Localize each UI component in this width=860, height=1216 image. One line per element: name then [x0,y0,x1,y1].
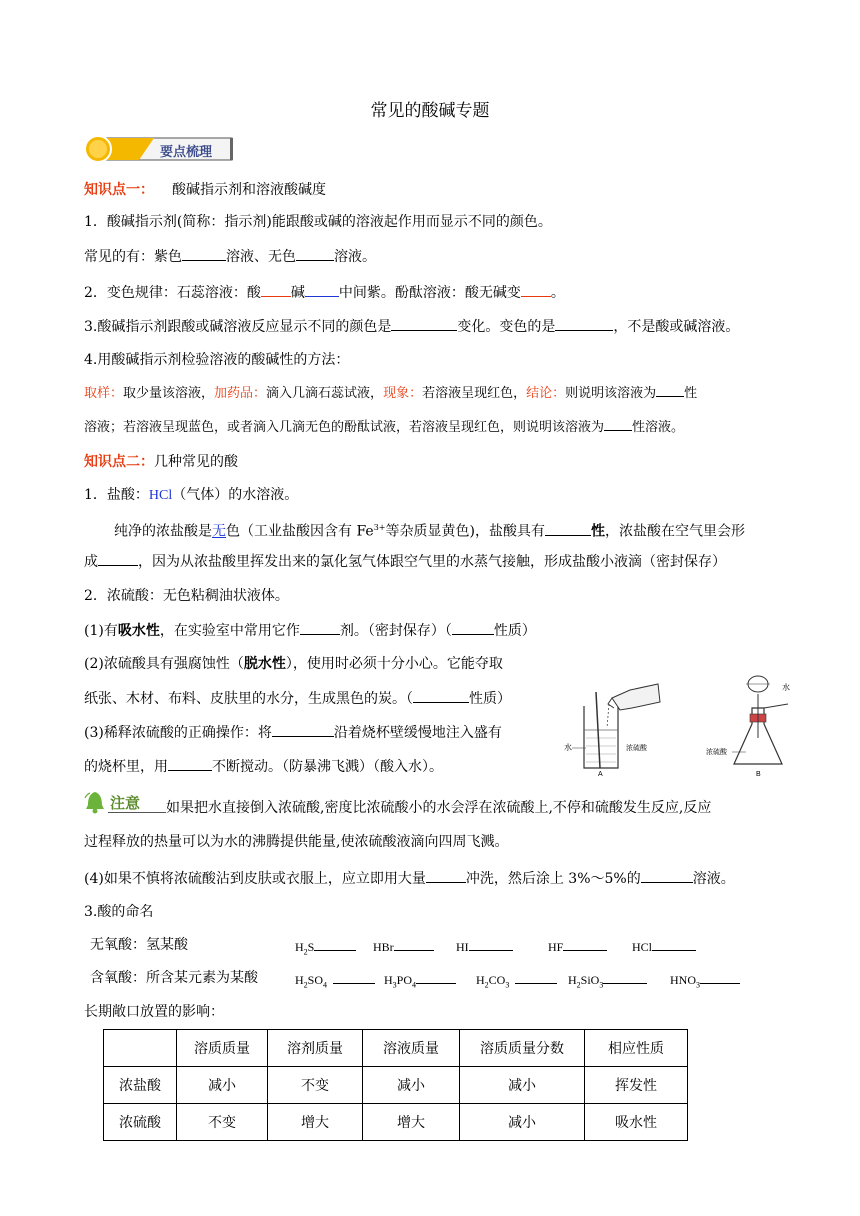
note-text-2: 过程释放的热量可以为水的沸腾提供能量,使浓硫酸液滴向四周飞溅。 [84,834,509,850]
text: (3)稀释浓硫酸的正确操作：将 [84,725,272,741]
text-bold: 吸水性 [117,623,160,639]
table-cell: 浓盐酸 [104,1067,177,1104]
table-cell: 浓硫酸 [104,1104,177,1141]
text: 1．盐酸： [84,487,149,503]
text: 沿着烧杯壁缓慢地注入盛有 [333,725,502,741]
text: (2)浓硫酸具有强腐蚀性（ [84,656,244,672]
table-cell: 挥发性 [585,1067,688,1104]
kp1-text: 酸碱指示剂和溶液酸碱度 [172,182,326,198]
label-red: 现象： [383,386,423,401]
table-cell: 减小 [177,1067,268,1104]
formula-h2sio3: H [568,973,577,987]
blank [426,868,466,883]
formula-row-1d [548,936,607,957]
formula-hf: HF [548,940,564,954]
kp2-text: 几种常见的酸 [154,454,238,470]
text: （气体）的水溶液。 [172,487,299,503]
table-header: 溶液质量 [363,1030,460,1067]
label-acid-b: 浓硫酸 [706,749,727,756]
formula-row-2 [295,969,375,995]
formula-hcl: HCl [148,488,173,503]
blank [604,416,632,431]
label-red: 加药品： [214,386,267,401]
formula-h3po4: H [384,973,393,987]
text-blue: 无 [212,523,226,540]
text: 溶液。 [692,871,735,887]
line-oxyacid [90,968,258,988]
beaker-a [584,706,618,768]
subscript: 4 [323,980,328,990]
blank [515,969,557,984]
text-bold: 性 [590,523,605,540]
text: 溶液；若溶液呈现蓝色，或者滴入几滴无色的酚酞试液，若溶液呈现红色，则说明该溶液为 [84,420,605,435]
line-h2so4: 2．浓硫酸：无色粘稠油状液体。 [84,588,289,604]
table-cell: 减小 [363,1067,460,1104]
line-color-rule [84,282,565,303]
text: SO [307,973,324,987]
table-header-row [104,1030,688,1067]
line-procedure-cont [84,416,684,438]
text: 2．变色规律：石蕊溶液：酸 [84,285,261,301]
formula-row-1b [373,936,434,957]
blank-red [521,282,551,297]
text: (4)如果不慎将浓硫酸沾到皮肤或衣服上，应立即用大量 [84,871,426,887]
text: 冲洗，然后涂上 3%～5%的 [465,871,641,887]
kp1-head: 知识点一： [84,182,154,198]
formula-row-1c [456,936,513,957]
badge-label: 要点梳理 [160,145,213,160]
text: 色（工业盐酸因含有 Fe [226,523,374,540]
subscript: 2 [576,980,581,990]
note-label: 注意 [110,794,141,812]
blank [656,382,684,397]
line-procedure [84,382,697,404]
text: 。 [550,285,565,301]
subscript: 3 [696,980,700,990]
formula-hno3: HNO [670,973,696,987]
text: 滴入几滴石蕊试液， [266,386,384,401]
formula-hcl2: HCl [632,940,653,954]
table-cell: 增大 [363,1104,460,1141]
subscript: 3 [505,980,510,990]
line-hcl-props [114,518,745,542]
formula-row-1 [295,936,356,962]
blank [413,688,469,703]
note-underline [108,812,166,813]
text: 的烧杯里，用 [84,759,168,775]
table-header: 溶剂质量 [268,1030,363,1067]
text: 溶液。 [334,249,376,265]
text: (1)有 [84,623,118,639]
line-hcl [84,485,298,506]
line-hcl-props-cont [84,551,726,572]
table-header: 溶质质量 [177,1030,268,1067]
blank [391,316,457,331]
text: 含氧酸：所含某元素为某酸 [90,970,258,986]
blank [603,969,647,984]
text: ，因为从浓盐酸里挥发出来的氯化氢气体跟空气里的水蒸气接触，形成盐酸小液滴（密封保存） [138,554,726,570]
blank [652,936,696,951]
label-red: 结论： [526,386,566,401]
blank [469,936,513,951]
formula-hbr: HBr [373,940,394,954]
blank [452,620,494,635]
text: 纯净的浓盐酸是 [114,523,212,540]
blank [168,756,212,771]
line-change-type [84,316,739,337]
line-dilute-cont [84,756,443,777]
bell-icon [84,790,106,814]
line-first-aid [84,868,735,889]
blank [394,936,434,951]
subscript: 4 [412,980,417,990]
text: 性 [684,386,698,401]
label-a: A [598,771,603,778]
dilution-figure [560,668,800,780]
formula-row-2c [476,969,557,995]
text: 等杂质显黄色)，盐酸具有 [385,523,545,540]
table-cell: 不变 [268,1067,363,1104]
acid-bottle [612,684,660,710]
text: 变化。变色的是 [457,319,556,335]
text: 溶液、无色 [226,249,296,265]
exposure-table [103,1029,688,1141]
blank [563,936,607,951]
text: 碱 [290,285,305,301]
line-dehydrate-cont [84,688,511,709]
table-header [104,1030,177,1067]
line-exposure: 长期敞口放置的影响： [84,1004,224,1020]
formula-row-2e [670,969,740,995]
table-cell: 吸水性 [585,1104,688,1141]
blank-blue [305,282,339,297]
text: 成 [84,554,98,570]
label-acid-a: 浓硫酸 [626,745,647,752]
formula-h2co3: H [476,973,485,987]
label-water-a: 水 [564,743,572,752]
subscript: 2 [484,980,489,990]
formula-hi: HI [456,940,469,954]
blank [182,246,226,261]
formula-row-1e [632,936,696,957]
text: 中间紫。酚酞溶液：酸无碱变 [338,285,521,301]
line-naming: 3.酸的命名 [84,904,154,920]
knowledge-point-2 [84,452,238,472]
page-title: 常见的酸碱专题 [370,101,490,121]
blank [314,936,356,951]
text: 性质） [493,623,536,639]
formula-row-2d [568,969,647,995]
blank [700,969,740,984]
label-red: 取样： [84,386,124,401]
table-row [104,1067,688,1104]
text: ，不是酸或碱溶液。 [613,319,740,335]
line-oxygen-free [90,935,188,955]
line-common [84,246,376,267]
text: 无氧酸：氢某酸 [90,937,188,953]
line-method: 4.用酸碱指示剂检验溶液的酸碱性的方法： [84,352,350,368]
knowledge-point-1 [84,180,326,200]
line-dilute [84,722,502,743]
text: ，在实验室中常用它作 [159,623,300,639]
text: 则说明该溶液为 [565,386,657,401]
label-b: B [756,771,761,778]
text: SiO [580,973,600,987]
text-bold: 脱水性 [243,656,286,672]
subscript: 3 [599,980,604,990]
text: 剂。（密封保存）（ [339,623,452,639]
section-badge [84,135,234,163]
text: 若溶液呈现红色， [422,386,527,401]
text: CO [488,973,506,987]
subscript: 3 [392,980,397,990]
text: PO [396,973,413,987]
line-indicator-def: 1．酸碱指示剂(简称：指示剂)能跟酸或碱的溶液起作用而显示不同的颜色。 [84,214,552,230]
text: ），使用时必须十分小心。它能夺取 [285,656,503,672]
text: 3.酸碱指示剂跟酸或碱溶液反应显示不同的颜色是 [84,319,392,335]
text: 纸张、木材、布料、皮肤里的水分，生成黑色的炭。（ [84,691,413,707]
kp2-head: 知识点二： [84,454,154,470]
formula-h2s: H [295,940,304,954]
table-header: 溶质质量分数 [460,1030,585,1067]
table-row [104,1104,688,1141]
text: 常见的有：紫色 [84,249,182,265]
subscript: 2 [303,947,308,957]
blank [296,246,334,261]
subscript: 2 [303,980,308,990]
blank [416,969,456,984]
blank [300,620,340,635]
superscript: 3+ [373,523,386,532]
line-absorbent [84,620,536,641]
label-water-b: 水 [782,683,790,692]
blank [272,722,334,737]
table-cell: 不变 [177,1104,268,1141]
text: 性质） [469,691,511,707]
text: ，浓盐酸在空气里会形 [604,523,745,540]
note-badge [84,790,164,814]
table-cell: 减小 [460,1067,585,1104]
text: 不断搅动。（防暴沸飞溅）（酸入水）。 [212,759,443,775]
blank [98,551,138,566]
text: S [307,940,315,954]
formula-row-2b [384,969,456,995]
blank [555,316,613,331]
line-dehydrate [84,654,503,674]
table-cell: 增大 [268,1104,363,1141]
table-header: 相应性质 [585,1030,688,1067]
note-text-1: 如果把水直接倒入浓硫酸,密度比浓硫酸小的水会浮在浓硫酸上,不停和硫酸发生反应,反应 [166,800,712,816]
blank [333,969,375,984]
formula-h2so4: H [295,973,304,987]
blank [641,868,693,883]
text: 取少量该溶液， [123,386,215,401]
text: 性溶液。 [632,420,685,435]
blank [545,521,591,536]
blank-red [261,282,291,297]
table-cell: 减小 [460,1104,585,1141]
